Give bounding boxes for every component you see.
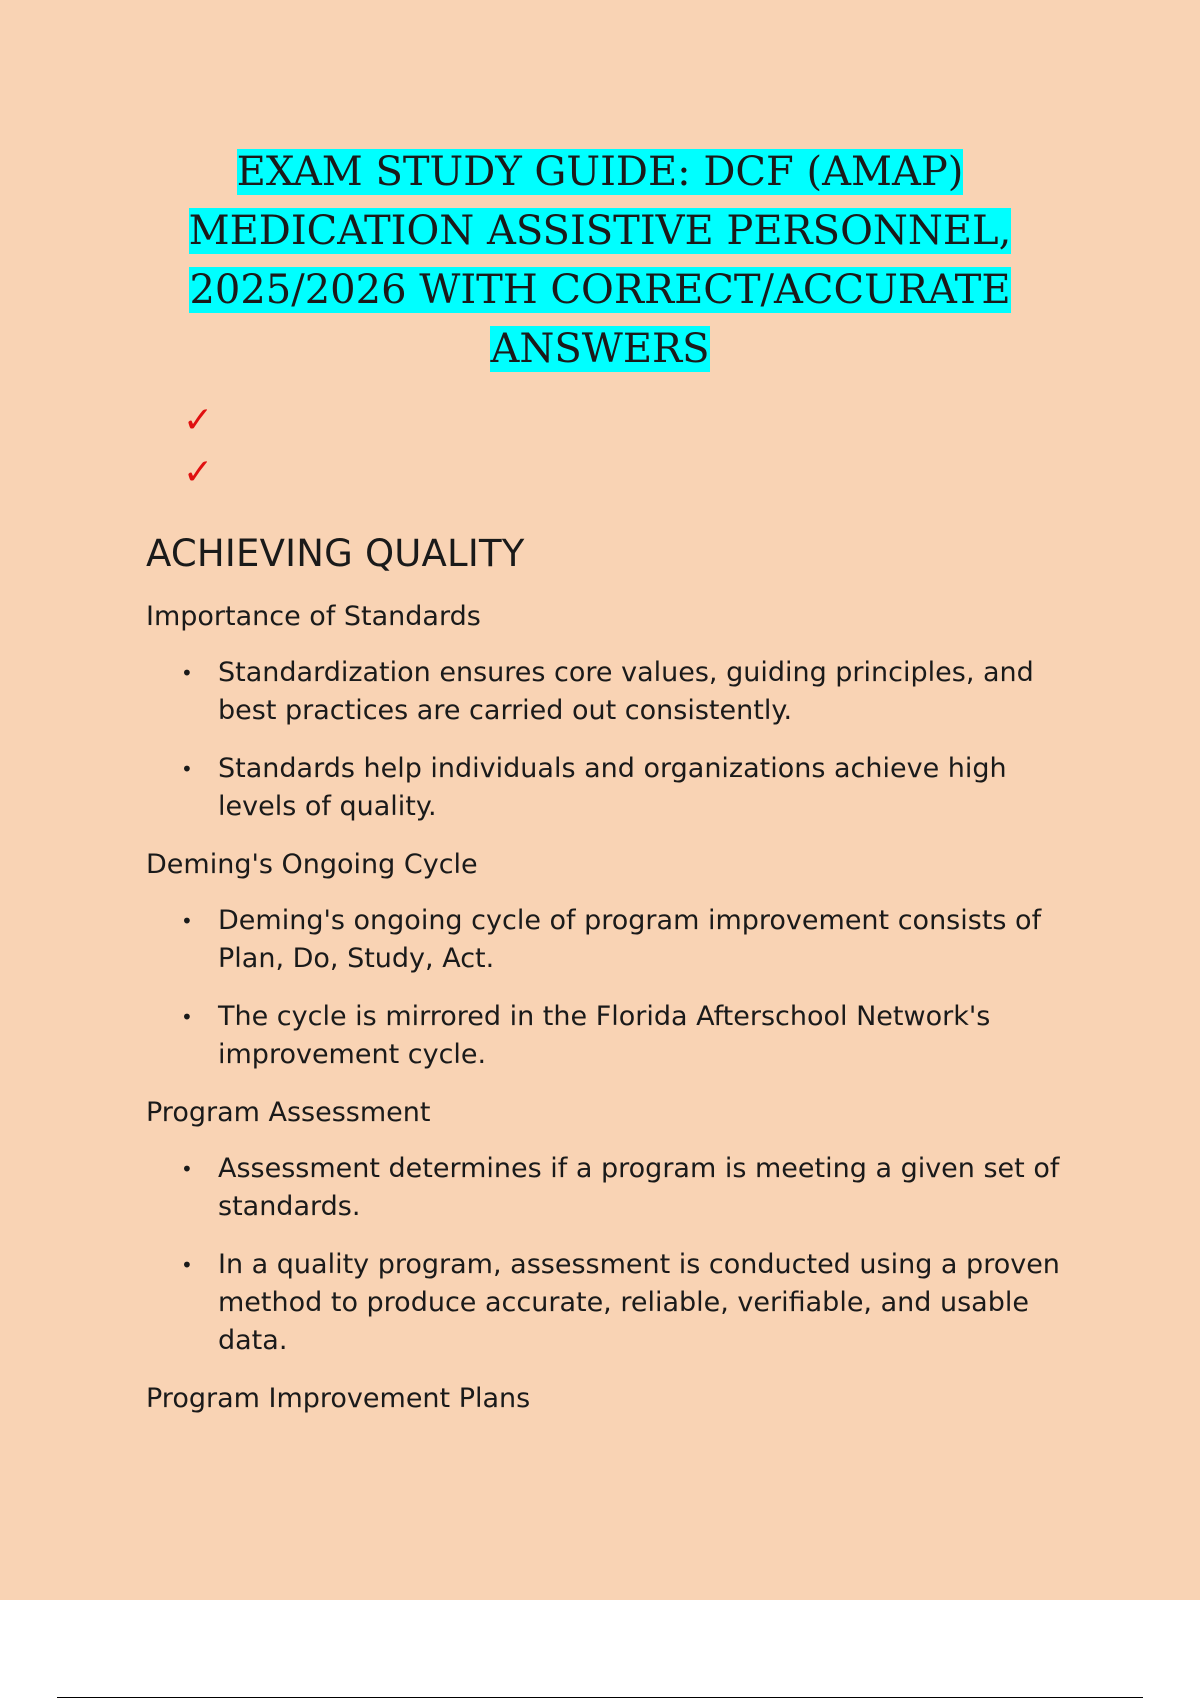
checkmark-icon: ✓ [183,400,214,441]
subsection-heading: Deming's Ongoing Cycle [146,849,478,880]
list-item-text: In a quality program, assessment is conducted using a proven method to produce accurate, reliable, verifiable, and usable data. [218,1249,1060,1356]
list-item [146,750,1086,826]
subsection-heading: Program Improvement Plans [146,1383,531,1414]
list-item [146,654,1086,730]
bullet-icon: • [181,661,193,685]
bullet-list [146,902,1086,1074]
bullet-list [146,1150,1086,1360]
document-title [130,143,1070,379]
bullet-icon: • [181,1157,193,1181]
list-item-text: Standards help individuals and organizations achieve high levels of quality. [218,753,1007,822]
list-item [146,998,1086,1074]
check-marks [183,395,213,499]
bullet-icon: • [181,909,193,933]
list-item [146,1246,1086,1360]
title-line: EXAM STUDY GUIDE: DCF (AMAP) [236,149,964,195]
subsection-heading: Importance of Standards [146,601,481,632]
document-content [146,528,1086,1436]
list-item-text: Deming's ongoing cycle of program improvement consists of Plan, Do, Study, Act. [218,905,1042,974]
list-item-text: Standardization ensures core values, guiding principles, and best practices are carried out consistently. [218,657,1034,726]
footer-divider [57,1697,1143,1698]
bullet-icon: • [181,757,193,781]
subsection-heading: Program Assessment [146,1097,431,1128]
title-line: 2025/2026 WITH CORRECT/ACCURATE [189,267,1011,313]
list-item [146,902,1086,978]
checkmark-icon: ✓ [183,452,214,493]
bullet-icon: • [181,1253,193,1277]
bullet-list [146,654,1086,826]
list-item [146,1150,1086,1226]
section-heading: ACHIEVING QUALITY [146,532,525,575]
bullet-icon: • [181,1005,193,1029]
title-line: ANSWERS [490,326,710,372]
list-item-text: The cycle is mirrored in the Florida Afterschool Network's improvement cycle. [218,1001,991,1070]
list-item-text: Assessment determines if a program is meeting a given set of standards. [218,1153,1060,1222]
title-line: MEDICATION ASSISTIVE PERSONNEL, [188,208,1012,254]
